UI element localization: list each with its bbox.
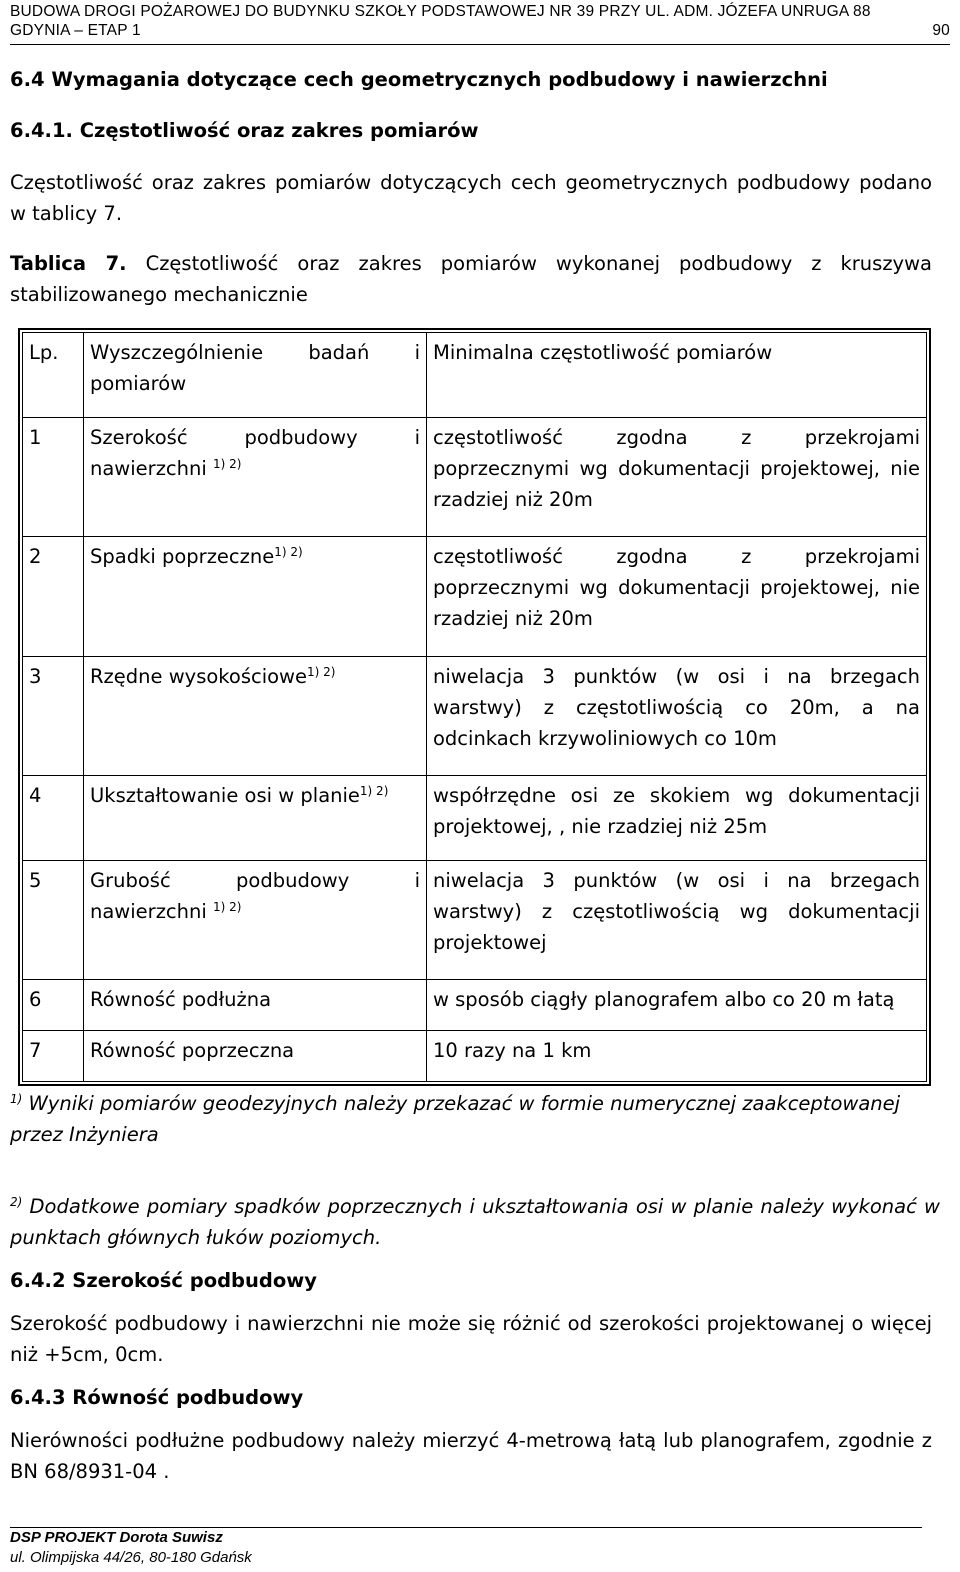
row-name-cell xyxy=(84,775,427,860)
footnote-1 xyxy=(10,1088,940,1150)
row-name: Ukształtowanie osi w planie xyxy=(90,783,360,807)
row-footnote-ref: 1) 2) xyxy=(212,457,242,472)
row-name: Równość poprzeczna xyxy=(90,1039,295,1063)
table-caption xyxy=(10,248,932,310)
table-caption-label: Tablica 7. xyxy=(10,252,127,275)
row-footnote-ref: 1) 2) xyxy=(274,545,303,560)
row-name: Grubość podbudowy i nawierzchni xyxy=(90,869,420,924)
row-name-cell xyxy=(84,1031,427,1082)
section-643-text: Nierówności podłużne podbudowy należy mierzyć 4-metrową łatą lub planografem, zgodnie z BN 68/8931-04 . xyxy=(10,1429,932,1483)
footnote-marker: 1) xyxy=(10,1092,23,1106)
header-cell-name: Wyszczególnienie badań i pomiarów xyxy=(84,333,427,418)
header-divider xyxy=(10,44,950,45)
table-row xyxy=(23,1031,927,1082)
row-footnote-ref: 1) 2) xyxy=(359,783,389,798)
footer-firm: DSP PROJEKT Dorota Suwisz xyxy=(10,1529,223,1546)
row-name-cell xyxy=(84,418,427,537)
footnote-2 xyxy=(10,1191,940,1253)
section-643-heading: 6.4.3 Równość podbudowy xyxy=(10,1386,304,1409)
section-642-text: Szerokość podbudowy i nawierzchni nie może się różnić od szerokości projektowanej o więcej niż +5cm, 0cm. xyxy=(10,1312,932,1366)
row-name: Równość podłużna xyxy=(90,988,272,1012)
header-title-line2: GDYNIA – ETAP 1 xyxy=(10,22,141,39)
page-number: 90 xyxy=(932,22,950,39)
row-frequency: częstotliwość zgodna z przekrojami poprzecznymi wg dokumentacji projektowej, nie rzadziej niż 20m xyxy=(427,537,927,656)
row-footnote-ref: 1) 2) xyxy=(307,664,336,679)
row-number: 6 xyxy=(23,980,84,1031)
row-number: 4 xyxy=(23,775,84,860)
table-row xyxy=(23,861,927,980)
footnote-marker: 2) xyxy=(10,1195,23,1209)
row-frequency: w sposób ciągły planografem albo co 20 m łatą xyxy=(427,980,927,1031)
table-row xyxy=(23,775,927,860)
header-cell-no: Lp. xyxy=(23,333,84,418)
row-name-cell xyxy=(84,537,427,656)
row-frequency: niwelacja 3 punktów (w osi i na brzegach warstwy) z częstotliwością wg dokumentacji projektowej xyxy=(427,861,927,980)
subsection-heading: 6.4.1. Częstotliwość oraz zakres pomiarów xyxy=(10,119,479,142)
measurement-table xyxy=(18,328,931,1086)
row-number: 3 xyxy=(23,656,84,775)
row-frequency: współrzędne osi ze skokiem wg dokumentacji projektowej, , nie rzadziej niż 25m xyxy=(427,775,927,860)
header-title-line1: BUDOWA DROGI POŻAROWEJ DO BUDYNKU SZKOŁY PODSTAWOWEJ NR 39 PRZY UL. ADM. JÓZEFA UNRUGA 88 xyxy=(10,3,871,20)
row-frequency: niwelacja 3 punktów (w osi i na brzegach warstwy) z częstotliwością co 20m, a na odcinkach krzywoliniowych co 10m xyxy=(427,656,927,775)
table-row xyxy=(23,656,927,775)
table-row xyxy=(23,418,927,537)
row-number: 1 xyxy=(23,418,84,537)
row-frequency: 10 razy na 1 km xyxy=(427,1031,927,1082)
document-header xyxy=(10,2,950,40)
header-cell-frequency: Minimalna częstotliwość pomiarów xyxy=(427,333,927,418)
row-number: 2 xyxy=(23,537,84,656)
table-row xyxy=(23,980,927,1031)
section-heading: 6.4 Wymagania dotyczące cech geometrycznych podbudowy i nawierzchni xyxy=(10,68,828,91)
row-name-cell xyxy=(84,861,427,980)
row-name: Szerokość podbudowy i nawierzchni xyxy=(90,426,420,481)
row-number: 7 xyxy=(23,1031,84,1082)
footnote-text: Wyniki pomiarów geodezyjnych należy przekazać w formie numerycznej zaakceptowanej xyxy=(22,1092,901,1115)
table-row xyxy=(23,537,927,656)
footnote-text: Dodatkowe pomiary spadków poprzecznych i ukształtowania osi w planie należy wykonać w punktach głównych łuków poziomych. xyxy=(10,1195,940,1249)
document-footer xyxy=(10,1528,252,1568)
row-frequency: częstotliwość zgodna z przekrojami poprzecznymi wg dokumentacji projektowej, nie rzadziej niż 20m xyxy=(427,418,927,537)
table-header-row xyxy=(23,333,927,418)
row-number: 5 xyxy=(23,861,84,980)
row-name: Spadki poprzeczne xyxy=(90,545,275,569)
row-name: Rzędne wysokościowe xyxy=(90,664,307,688)
footnote-text-continued: przez Inżyniera xyxy=(10,1123,159,1146)
section-642-heading: 6.4.2 Szerokość podbudowy xyxy=(10,1269,317,1292)
row-name-cell xyxy=(84,980,427,1031)
table-caption-text: Częstotliwość oraz zakres pomiarów wykonanej podbudowy z kruszywa stabilizowanego mechanicznie xyxy=(10,252,932,306)
intro-paragraph: Częstotliwość oraz zakres pomiarów dotyczących cech geometrycznych podbudowy podano w tablicy 7. xyxy=(10,171,932,225)
footer-address: ul. Olimpijska 44/26, 80-180 Gdańsk xyxy=(10,1549,252,1566)
row-footnote-ref: 1) 2) xyxy=(212,900,242,915)
row-name-cell xyxy=(84,656,427,775)
